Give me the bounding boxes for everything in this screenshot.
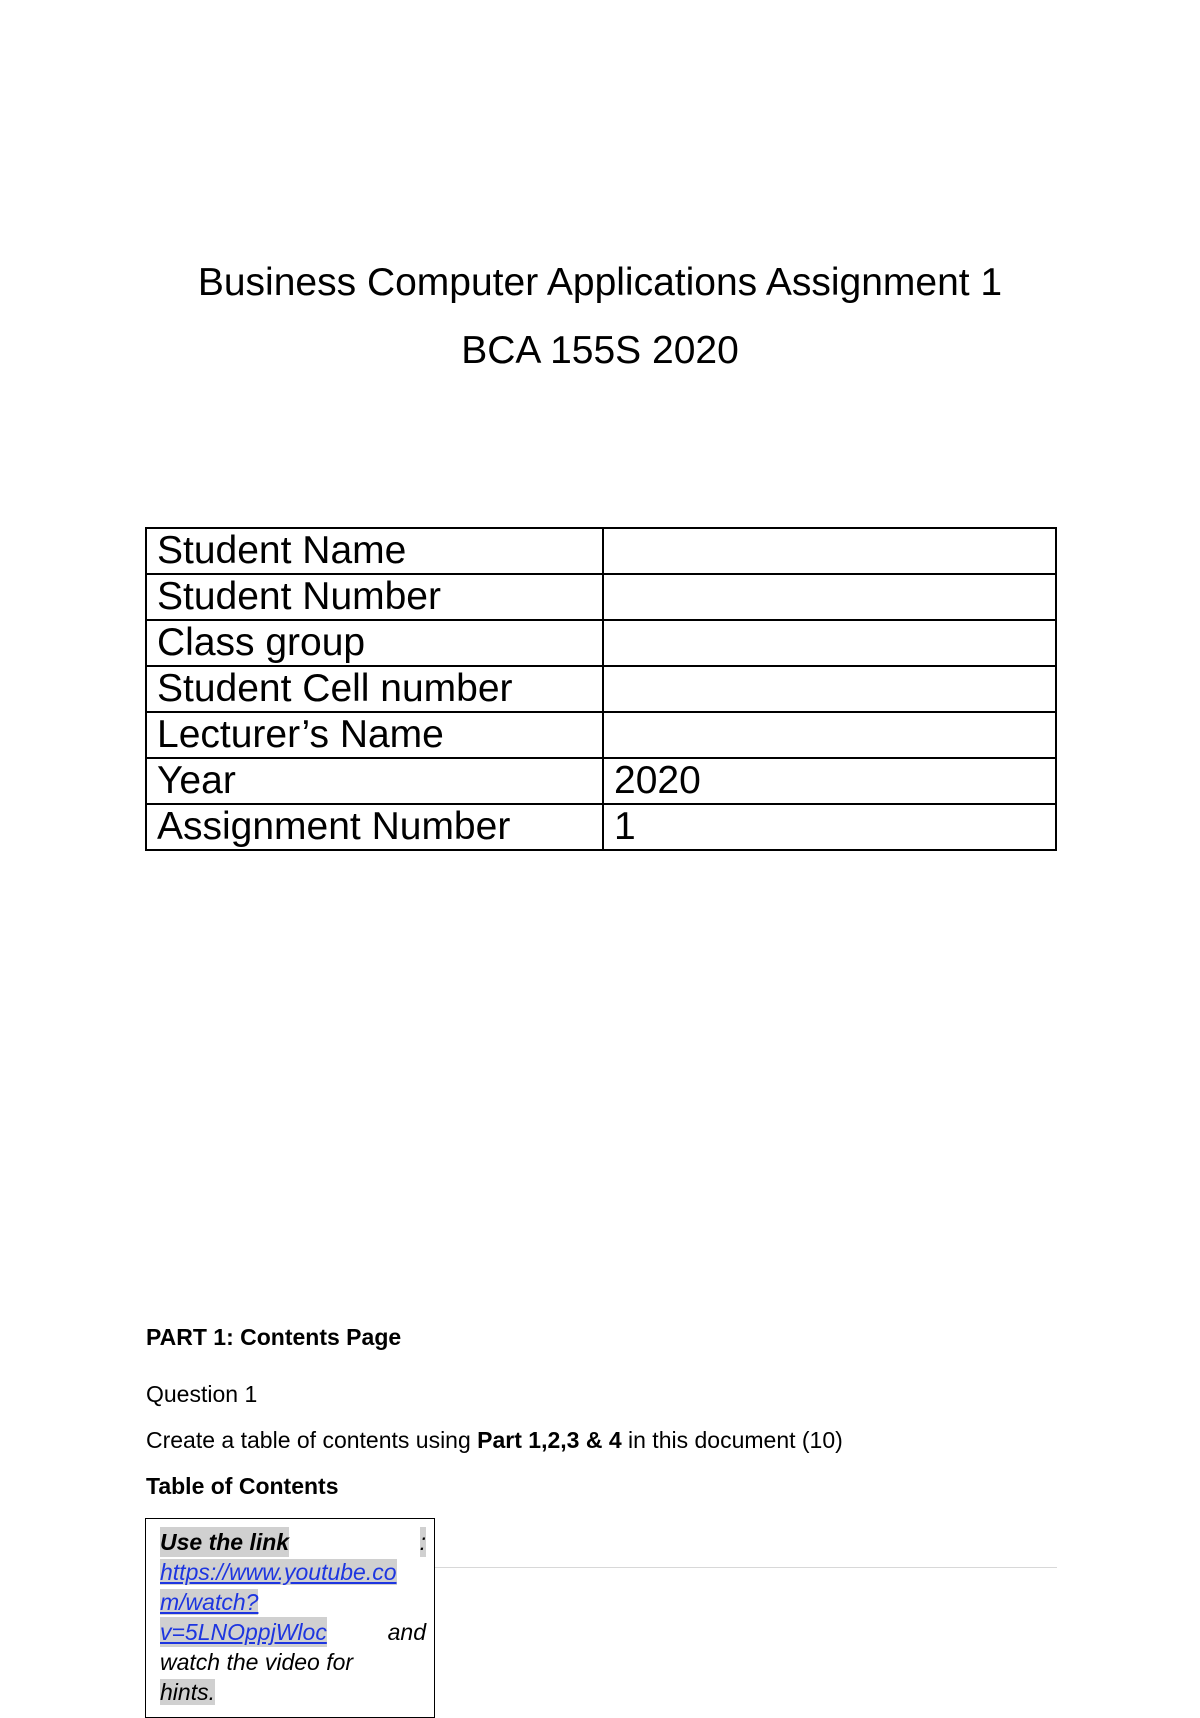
student-number-label: Student Number xyxy=(146,574,603,620)
question-1-label: Question 1 xyxy=(146,1381,258,1407)
hint-line-2 xyxy=(160,1557,426,1587)
hint-line-6 xyxy=(160,1677,426,1707)
student-cell-number-label: Student Cell number xyxy=(146,666,603,712)
instruction-text-start: Create a table of contents using xyxy=(146,1427,478,1453)
class-group-label: Class group xyxy=(146,620,603,666)
table-row xyxy=(146,574,1056,620)
hint-end-text: hints. xyxy=(160,1679,215,1705)
lecturer-name-label: Lecturer’s Name xyxy=(146,712,603,758)
document-title: Business Computer Applications Assignment 1 xyxy=(197,261,1003,304)
youtube-link-part-2[interactable]: m/watch? xyxy=(160,1589,259,1615)
table-row xyxy=(146,528,1056,574)
course-code-title: BCA 155S 2020 xyxy=(461,329,739,372)
table-row xyxy=(146,620,1056,666)
hint-text xyxy=(160,1527,426,1707)
student-info-table xyxy=(145,527,1057,851)
class-group-value[interactable] xyxy=(603,620,1056,666)
hint-line-3 xyxy=(160,1587,426,1617)
table-row xyxy=(146,758,1056,804)
lecturer-name-value[interactable] xyxy=(603,712,1056,758)
hint-line-4 xyxy=(160,1617,426,1647)
table-row xyxy=(146,712,1056,758)
student-name-label: Student Name xyxy=(146,528,603,574)
question-1-instruction xyxy=(146,1429,843,1452)
table-row xyxy=(146,804,1056,850)
table-of-contents-heading: Table of Contents xyxy=(146,1473,339,1499)
part-1-heading: PART 1: Contents Page xyxy=(146,1324,402,1350)
hint-lead-text: Use the link xyxy=(160,1529,290,1555)
instruction-parts-bold: Part 1,2,3 & 4 xyxy=(477,1427,622,1453)
youtube-link-part-3[interactable]: v=5LNOppjWloc xyxy=(160,1619,327,1645)
assignment-number-value[interactable]: 1 xyxy=(603,804,1056,850)
year-label: Year xyxy=(146,758,603,804)
instruction-text-end: in this document (10) xyxy=(621,1427,843,1453)
student-number-value[interactable] xyxy=(603,574,1056,620)
student-cell-number-value[interactable] xyxy=(603,666,1056,712)
table-row xyxy=(146,666,1056,712)
student-name-value[interactable] xyxy=(603,528,1056,574)
hint-and-text: and xyxy=(387,1619,426,1645)
hint-line-5 xyxy=(160,1647,426,1677)
hint-watch-text: watch the video for xyxy=(160,1649,354,1675)
assignment-number-label: Assignment Number xyxy=(146,804,603,850)
hint-line-1 xyxy=(160,1527,426,1557)
hint-text-box xyxy=(145,1518,435,1718)
youtube-link-part-1[interactable]: https://www.youtube.co xyxy=(160,1559,397,1585)
hint-colon: : xyxy=(419,1529,426,1555)
year-value[interactable]: 2020 xyxy=(603,758,1056,804)
